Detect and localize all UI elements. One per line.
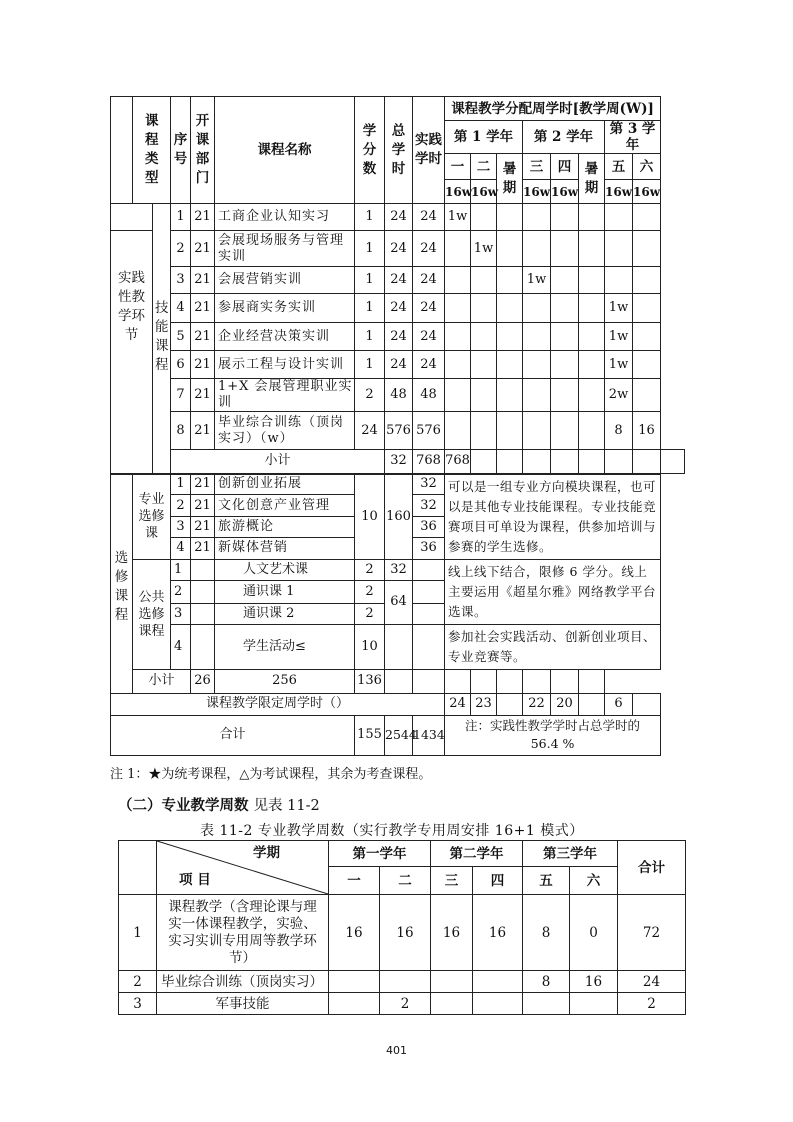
limit-term-cell: 24: [445, 693, 471, 715]
term-hours-cell: 1w: [605, 294, 633, 323]
credits-cell: 2: [355, 559, 385, 580]
skill-course-column: 技能课程: [153, 204, 171, 474]
practice-hours-cell: [413, 580, 445, 603]
table-row: [119, 841, 686, 867]
term-header: 六: [570, 867, 618, 895]
term-weeks-cell: 16: [473, 895, 523, 971]
course-name-cell: 旅游概论: [215, 516, 355, 537]
total-hours-shared: 64: [385, 580, 413, 624]
item-cell: 军事技能: [157, 993, 329, 1015]
table-row: [119, 971, 686, 993]
empty-cell: [579, 669, 605, 693]
credits-cell: 2: [355, 603, 385, 624]
table-row: [119, 895, 686, 971]
term-weeks-cell: 16: [570, 971, 618, 993]
empty-cell: [661, 450, 685, 474]
limit-term-cell: [633, 693, 661, 715]
header-term: 二: [471, 154, 497, 180]
item-cell: 毕业综合训练（顶岗实习）: [157, 971, 329, 993]
header-year-1: 第 1 学年: [445, 121, 523, 154]
dept-cell: 21: [191, 538, 215, 559]
term-hours-cell: [551, 231, 579, 267]
credits-cell: 10: [355, 624, 385, 669]
sum-row-label: 合计: [111, 715, 355, 755]
header-year-3: 第 3 学年: [605, 121, 661, 154]
group-public-elective: 公共选修课程: [133, 559, 171, 669]
term-weeks-cell: [431, 971, 473, 993]
seq-cell: 7: [171, 379, 191, 412]
row-index: 3: [119, 993, 157, 1015]
course-name-cell: 学生活动≤: [215, 624, 355, 669]
term-hours-cell: [471, 351, 497, 379]
seq-cell: 3: [171, 603, 191, 624]
section-heading: [118, 794, 320, 815]
row-total: 2: [618, 993, 686, 1015]
term-hours-cell: [551, 323, 579, 351]
term-hours-cell: [523, 412, 551, 450]
blank-group-cell: [111, 204, 153, 231]
credits-cell: 1: [355, 204, 385, 231]
seq-cell: 6: [171, 351, 191, 379]
subtotal-label: 小计: [171, 450, 385, 474]
sum-note: 注：实践性教学学时占总学时的 56.4 %: [445, 715, 661, 755]
term-hours-cell: 1w: [605, 351, 633, 379]
term-hours-cell: [445, 294, 471, 323]
term-hours-cell: [633, 204, 661, 231]
practice-hours-cell: 576: [413, 412, 445, 450]
header-dept: 开课部门: [191, 97, 215, 204]
practice-hours-cell: 24: [413, 231, 445, 267]
term-hours-cell: [471, 412, 497, 450]
term-hours-cell: [497, 323, 523, 351]
term-hours-cell: [633, 231, 661, 267]
seq-cell: 3: [171, 267, 191, 294]
course-name-cell: 通识课 1: [215, 580, 355, 603]
limit-term-cell: [497, 693, 523, 715]
total-hours-cell: 24: [385, 204, 413, 231]
table-row: [111, 669, 685, 693]
header-term: 六: [633, 154, 661, 180]
term-hours-cell: [523, 231, 551, 267]
term-weeks-cell: [523, 993, 570, 1015]
limit-term-cell: [579, 693, 605, 715]
header-term: 三: [523, 154, 551, 180]
table-row: [111, 559, 685, 580]
blank-header-cell: [111, 97, 133, 204]
term-hours-cell: [633, 267, 661, 294]
term-weeks-cell: 8: [523, 971, 570, 993]
year-header: 第二学年: [431, 841, 523, 867]
practice-hours-cell: 32: [413, 495, 445, 516]
empty-cell: [579, 450, 605, 474]
course-name-cell: 毕业综合训练（顶岗实习）（w）: [215, 412, 355, 450]
dept-cell: [191, 624, 215, 669]
term-hours-cell: [445, 379, 471, 412]
seq-cell: 2: [171, 580, 191, 603]
dept-cell: 21: [191, 474, 215, 495]
seq-cell: 4: [171, 624, 191, 669]
subtotal-total: 256: [215, 669, 355, 693]
sum-practice: 1434: [413, 715, 445, 755]
total-hours-cell: 576: [385, 412, 413, 450]
term-hours-cell: [633, 323, 661, 351]
term-hours-cell: [497, 379, 523, 412]
term-hours-cell: [605, 204, 633, 231]
header-weeks: 16w: [471, 180, 497, 204]
year-header: 第三学年: [523, 841, 618, 867]
course-name-cell: 1+X 会展管理职业实训: [215, 379, 355, 412]
term-hours-cell: [579, 412, 605, 450]
seq-cell: 2: [171, 495, 191, 516]
header-total-hours: 总学时: [385, 97, 413, 204]
credits-cell: 2: [355, 379, 385, 412]
seq-cell: 1: [171, 559, 191, 580]
row-index: 2: [119, 971, 157, 993]
table-row: [111, 450, 685, 474]
empty-cell: [413, 669, 445, 693]
term-hours-cell: [497, 267, 523, 294]
seq-cell: 1: [171, 204, 191, 231]
practice-hours-cell: 36: [413, 516, 445, 537]
practice-hours-cell: 24: [413, 294, 445, 323]
dept-cell: 21: [191, 231, 215, 267]
practice-hours-cell: 24: [413, 323, 445, 351]
table-row: [111, 231, 685, 267]
header-weeks: 16w: [445, 180, 471, 204]
table-row: [111, 624, 685, 669]
header-seq: 序号: [171, 97, 191, 204]
term-hours-cell: [497, 412, 523, 450]
table-caption: 表 11-2 专业教学周数（实行教学专用周安排 16+1 模式）: [200, 823, 584, 839]
term-hours-cell: [551, 267, 579, 294]
term-hours-cell: 8: [605, 412, 633, 450]
header-year-2: 第 2 学年: [523, 121, 605, 154]
header-term: 四: [551, 154, 579, 180]
table-row: [111, 715, 685, 755]
term-hours-cell: [579, 204, 605, 231]
term-hours-cell: [471, 267, 497, 294]
dept-cell: [191, 603, 215, 624]
term-hours-cell: [579, 323, 605, 351]
term-hours-cell: [605, 231, 633, 267]
dept-cell: 21: [191, 412, 215, 450]
header-summer-term: 暑期: [497, 154, 523, 204]
credits-cell: 1: [355, 323, 385, 351]
term-hours-cell: [551, 294, 579, 323]
term-hours-cell: [471, 294, 497, 323]
subtotal-credits: 26: [191, 669, 215, 693]
seq-cell: 2: [171, 231, 191, 267]
teaching-weeks-table: [118, 840, 686, 1015]
seq-cell: 5: [171, 323, 191, 351]
table-row: [111, 412, 685, 450]
term-hours-cell: [445, 231, 471, 267]
subtotal-total: 768: [413, 450, 445, 474]
term-hours-cell: [497, 294, 523, 323]
seq-cell: 4: [171, 294, 191, 323]
total-hours-cell: 24: [385, 231, 413, 267]
dept-cell: 21: [191, 294, 215, 323]
term-header: 一: [329, 867, 380, 895]
dept-cell: 21: [191, 516, 215, 537]
practice-hours-cell: [413, 559, 445, 580]
sum-total: 2544: [385, 715, 413, 755]
term-hours-cell: [551, 379, 579, 412]
total-hours-cell: 24: [385, 267, 413, 294]
empty-cell: [523, 450, 551, 474]
course-name-cell: 文化创意产业管理: [215, 495, 355, 516]
major-elective-total: 160: [385, 474, 413, 560]
table-row: [111, 294, 685, 323]
group-major-elective: 专业选修课: [133, 474, 171, 560]
practice-hours-cell: 32: [413, 474, 445, 495]
term-hours-cell: [579, 267, 605, 294]
term-hours-cell: [523, 379, 551, 412]
term-hours-cell: [523, 351, 551, 379]
limit-row-label: 课程教学限定周学时（）: [111, 693, 445, 715]
total-header: 合计: [618, 841, 686, 895]
seq-cell: 3: [171, 516, 191, 537]
header-course-type: 课程类型: [133, 97, 171, 204]
total-hours-cell: 24: [385, 294, 413, 323]
header-term: 一: [445, 154, 471, 180]
term-hours-cell: [633, 294, 661, 323]
major-elective-credits: 10: [355, 474, 385, 560]
term-hours-cell: [579, 379, 605, 412]
practice-hours-cell: 24: [413, 267, 445, 294]
credits-cell: 1: [355, 231, 385, 267]
empty-cell: [497, 669, 523, 693]
empty-cell: [471, 450, 497, 474]
term-weeks-cell: [431, 993, 473, 1015]
term-hours-cell: [633, 351, 661, 379]
term-weeks-cell: 16: [431, 895, 473, 971]
term-hours-cell: [497, 351, 523, 379]
empty-cell: [497, 450, 523, 474]
limit-term-cell: 20: [551, 693, 579, 715]
public-elective-note: 线上线下结合，限修 6 学分。线上主要运用《超星尔雅》网络教学平台选课。: [445, 559, 661, 624]
header-term: 五: [605, 154, 633, 180]
table-row: [111, 267, 685, 294]
table-row: [111, 323, 685, 351]
table-row: [111, 379, 685, 412]
dept-cell: 21: [191, 267, 215, 294]
course-name-cell: 创新创业拓展: [215, 474, 355, 495]
dept-cell: [191, 580, 215, 603]
seq-cell: 1: [171, 474, 191, 495]
term-hours-cell: [471, 323, 497, 351]
subtotal-credits: 32: [385, 450, 413, 474]
activity-note: 参加社会实践活动、创新创业项目、专业竞赛等。: [445, 624, 661, 669]
row-total: 24: [618, 971, 686, 993]
limit-term-cell: 23: [471, 693, 497, 715]
dept-cell: 21: [191, 351, 215, 379]
term-header: 三: [431, 867, 473, 895]
practice-hours-cell: [413, 603, 445, 624]
subtotal-label: 小计: [133, 669, 191, 693]
item-cell: 课程教学（含理论课与理实一体课程教学，实验、实习实训专用周等教学环节）: [157, 895, 329, 971]
total-hours-cell: 32: [385, 559, 413, 580]
term-weeks-cell: 8: [523, 895, 570, 971]
term-hours-cell: [551, 351, 579, 379]
diagonal-top-label: 学期: [253, 845, 280, 861]
term-weeks-cell: [473, 971, 523, 993]
term-weeks-cell: [570, 993, 618, 1015]
limit-term-cell: 6: [605, 693, 633, 715]
term-hours-cell: [471, 379, 497, 412]
course-name-cell: 通识课 2: [215, 603, 355, 624]
sum-credits: 155: [355, 715, 385, 755]
term-hours-cell: 2w: [605, 379, 633, 412]
table-row: [111, 474, 685, 495]
credits-cell: 1: [355, 267, 385, 294]
term-weeks-cell: 0: [570, 895, 618, 971]
seq-cell: 4: [171, 538, 191, 559]
empty-cell: [385, 669, 413, 693]
course-name-cell: 会展营销实训: [215, 267, 355, 294]
term-hours-cell: [523, 323, 551, 351]
header-distribution: 课程教学分配周学时[教学周(W)]: [445, 97, 661, 121]
header-course-name: 课程名称: [215, 97, 355, 204]
subtotal-practice: 136: [355, 669, 385, 693]
table-row: [111, 693, 685, 715]
credits-cell: 1: [355, 351, 385, 379]
credits-cell: 2: [355, 580, 385, 603]
limit-term-cell: 22: [523, 693, 551, 715]
section-ref: 见表 11-2: [253, 798, 320, 814]
blank-header-cell: [119, 841, 157, 895]
term-hours-cell: 1w: [605, 323, 633, 351]
term-hours-cell: [633, 379, 661, 412]
total-hours-cell: 24: [385, 323, 413, 351]
dept-cell: 21: [191, 204, 215, 231]
major-elective-note: 可以是一组专业方向模块课程，也可以是其他专业技能课程。专业技能竞赛项目可单设为课程，供参加培训与参赛的学生选修。: [445, 474, 661, 560]
term-hours-cell: [497, 231, 523, 267]
term-hours-cell: [579, 351, 605, 379]
term-hours-cell: [497, 204, 523, 231]
practice-hours-cell: 24: [413, 351, 445, 379]
header-weeks: 16w: [551, 180, 579, 204]
term-hours-cell: [523, 204, 551, 231]
row-total: 72: [618, 895, 686, 971]
section-title: （二）专业教学周数: [118, 797, 249, 814]
diagonal-header: [157, 841, 329, 895]
course-name-cell: 会展现场服务与管理实训: [215, 231, 355, 267]
subtotal-practice: 768: [445, 450, 471, 474]
total-hours-cell: 24: [385, 351, 413, 379]
course-name-cell: 人文艺术课: [215, 559, 355, 580]
group-practice-teaching: 实践性教学环节: [111, 231, 153, 474]
credits-cell: 24: [355, 412, 385, 450]
term-weeks-cell: 16: [380, 895, 431, 971]
table-row: [111, 97, 685, 121]
term-hours-cell: [551, 412, 579, 450]
empty-cell: [633, 450, 661, 474]
course-name-cell: 参展商实务实训: [215, 294, 355, 323]
diagonal-bottom-label: 项 目: [179, 872, 211, 888]
empty-cell: [605, 450, 633, 474]
empty-cell: [471, 669, 497, 693]
total-hours-cell: 48: [385, 379, 413, 412]
header-summer-term: 暑期: [579, 154, 605, 204]
table-row: [119, 993, 686, 1015]
table-row: [111, 204, 685, 231]
term-hours-cell: [579, 231, 605, 267]
term-header: 二: [380, 867, 431, 895]
term-header: 四: [473, 867, 523, 895]
header-practice-hours: 实践学时: [413, 97, 445, 204]
footnote-1: 注 1：★为统考课程，△为考试课程，其余为考查课程。: [110, 767, 432, 782]
practice-hours-cell: 36: [413, 538, 445, 559]
course-name-cell: 展示工程与设计实训: [215, 351, 355, 379]
course-name-cell: 工商企业认知实习: [215, 204, 355, 231]
row-index: 1: [119, 895, 157, 971]
total-hours-cell: [385, 624, 413, 669]
year-header: 第一学年: [329, 841, 431, 867]
term-weeks-cell: 16: [329, 895, 380, 971]
term-hours-cell: 16: [633, 412, 661, 450]
dept-cell: 21: [191, 323, 215, 351]
course-plan-table: [110, 96, 685, 756]
term-weeks-cell: 2: [380, 993, 431, 1015]
credits-cell: 1: [355, 294, 385, 323]
header-credits: 学分数: [355, 97, 385, 204]
term-hours-cell: 1w: [471, 231, 497, 267]
seq-cell: 8: [171, 412, 191, 450]
term-hours-cell: [445, 412, 471, 450]
header-weeks: 16w: [523, 180, 551, 204]
header-weeks: 16w: [605, 180, 633, 204]
term-hours-cell: [605, 267, 633, 294]
header-weeks: 16w: [633, 180, 661, 204]
table-row: [111, 351, 685, 379]
course-name-cell: 企业经营决策实训: [215, 323, 355, 351]
group-elective: 选修课程: [111, 474, 133, 694]
term-hours-cell: [523, 294, 551, 323]
empty-cell: [445, 669, 471, 693]
empty-cell: [523, 669, 551, 693]
term-hours-cell: [471, 204, 497, 231]
practice-hours-cell: 48: [413, 379, 445, 412]
term-weeks-cell: [380, 971, 431, 993]
page-number: 401: [386, 1044, 407, 1057]
term-hours-cell: [551, 204, 579, 231]
dept-cell: 21: [191, 379, 215, 412]
term-hours-cell: [445, 267, 471, 294]
practice-hours-cell: 24: [413, 204, 445, 231]
empty-cell: [551, 450, 579, 474]
term-hours-cell: [445, 351, 471, 379]
term-hours-cell: 1w: [445, 204, 471, 231]
term-header: 五: [523, 867, 570, 895]
dept-cell: 21: [191, 495, 215, 516]
term-weeks-cell: [329, 971, 380, 993]
course-name-cell: 新媒体营销: [215, 538, 355, 559]
term-weeks-cell: [473, 993, 523, 1015]
empty-cell: [551, 669, 579, 693]
term-hours-cell: [579, 294, 605, 323]
term-hours-cell: [445, 323, 471, 351]
term-hours-cell: 1w: [523, 267, 551, 294]
term-weeks-cell: [329, 993, 380, 1015]
dept-cell: [191, 559, 215, 580]
practice-hours-cell: [413, 624, 445, 669]
